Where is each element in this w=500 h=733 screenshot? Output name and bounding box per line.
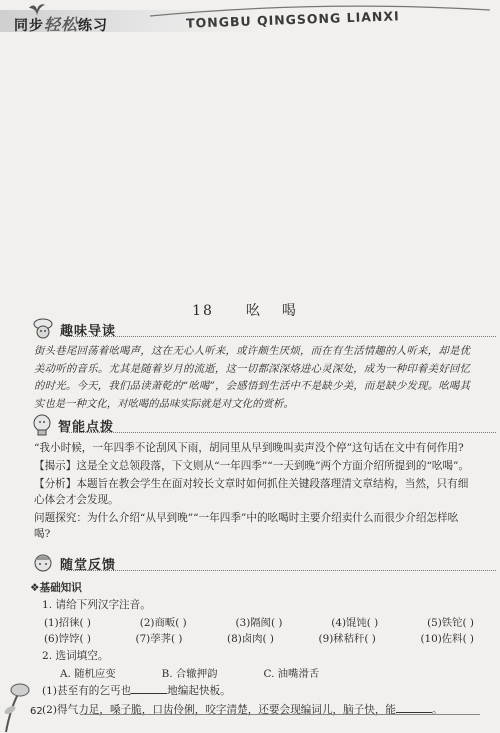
pinyin-item: (6)饽饽( ) (44, 633, 91, 645)
header-title-prefix: 同步 (14, 18, 44, 34)
tip-question-2: 问题探究：为什么介绍“从早到晚”“一年四季”中的吆喝时主要介绍卖什么而很少介绍怎样吆喝? (34, 512, 459, 540)
section-header-feedback (30, 552, 116, 574)
chapter-word-2: 喝 (281, 303, 298, 319)
footer-rule (80, 714, 480, 715)
intro-paragraph: 街头巷尾回荡着吆喝声，这在无心人听来，或许颇生厌烦，而在有生活情趣的人听来，却是优美动听的音乐。尤其是随着岁月的流逝，这一切都深深烙进心灵深处，成为一种印着美好回忆的时光。今天，我们品读萧乾的“吆喝”，会感悟到生活中不是缺少美，而是缺少发现。吆喝其实也是一种文化，对吆喝的品味实际就是对文化的赏析。 (34, 345, 470, 410)
word-choices (60, 665, 319, 680)
section-label-tips: 智能点拨 (58, 419, 115, 435)
pinyin-grid (44, 614, 474, 646)
section-divider (66, 570, 496, 571)
answer-blank[interactable] (396, 702, 432, 713)
page-header (0, 0, 500, 44)
tip-reveal: 【揭示】这是全文总领段落，下文则从“一年四季”“一天到晚”两个方面介绍所提到的“吆喝”。 (34, 460, 470, 472)
pinyin-item: (5)铁铊( ) (427, 617, 474, 629)
header-title-highlight: 轻松 (44, 15, 79, 34)
header-title-suffix: 练习 (78, 18, 109, 34)
fill-blank-1 (42, 683, 231, 698)
flower-corner-decoration (0, 680, 34, 732)
fill-1-post: 地编起快板。 (167, 685, 231, 697)
pinyin-item: (2)商畈( ) (139, 617, 187, 629)
section-label-feedback: 随堂反馈 (60, 557, 117, 573)
chapter-title (0, 300, 500, 320)
pinyin-row-1 (44, 614, 474, 630)
pinyin-item: (3)隔阂( ) (235, 617, 283, 629)
fill-1-pre: (1)甚至有的乞丐也 (42, 685, 132, 697)
chapter-word-1: 吆 (245, 303, 262, 319)
tip-question-1: “我小时候，一年四季不论刮风下雨，胡同里从早到晚叫卖声没个停”这句话在文中有何作用? (34, 442, 464, 454)
section-header-tips (30, 414, 114, 436)
header-title (14, 12, 108, 35)
chef-character-icon (30, 318, 56, 340)
choice-c: C. 油嘴滑舌 (263, 668, 320, 680)
fill-2-post: 。 (432, 704, 443, 716)
exercise-2-title: 2. 选词填空。 (42, 650, 109, 662)
basic-knowledge-label: ❖基础知识 (30, 582, 82, 594)
answer-blank[interactable] (131, 683, 167, 694)
exercise-1-title: 1. 请给下列汉字注音。 (42, 599, 151, 611)
chapter-number: 18 (192, 303, 214, 319)
choice-a: A. 随机应变 (60, 668, 116, 680)
tip-analysis: 【分析】本题旨在教会学生在面对较长文章时如何抓住关键段落理清文章结构，当然，只有细心体会才会发现。 (34, 478, 469, 506)
section-label-intro: 趣味导读 (60, 323, 117, 339)
pinyin-row-2 (44, 630, 474, 646)
bulb-character-icon (30, 413, 54, 437)
section-divider (66, 336, 496, 337)
pinyin-item: (1)招徕( ) (44, 617, 91, 629)
page-number: 62 (30, 706, 43, 717)
pinyin-item: (8)卤肉( ) (227, 633, 274, 645)
pinyin-item: (9)秫秸秆( ) (318, 633, 376, 645)
section-header-intro (30, 318, 116, 340)
student-character-icon (30, 552, 56, 574)
pinyin-item: (7)荸荠( ) (135, 633, 183, 645)
pinyin-item: (10)佐料( ) (420, 633, 474, 645)
fill-2-pre: (2)得气力足，嗓子脆，口齿伶俐，咬字清楚，还要会现编词儿，脑子快，能 (42, 704, 397, 716)
pinyin-item: (4)馄饨( ) (331, 617, 379, 629)
section-divider (66, 432, 496, 433)
choice-b: B. 合辙押韵 (161, 668, 218, 680)
header-title-english: TONGBU QINGSONG LIANXI (185, 8, 400, 31)
